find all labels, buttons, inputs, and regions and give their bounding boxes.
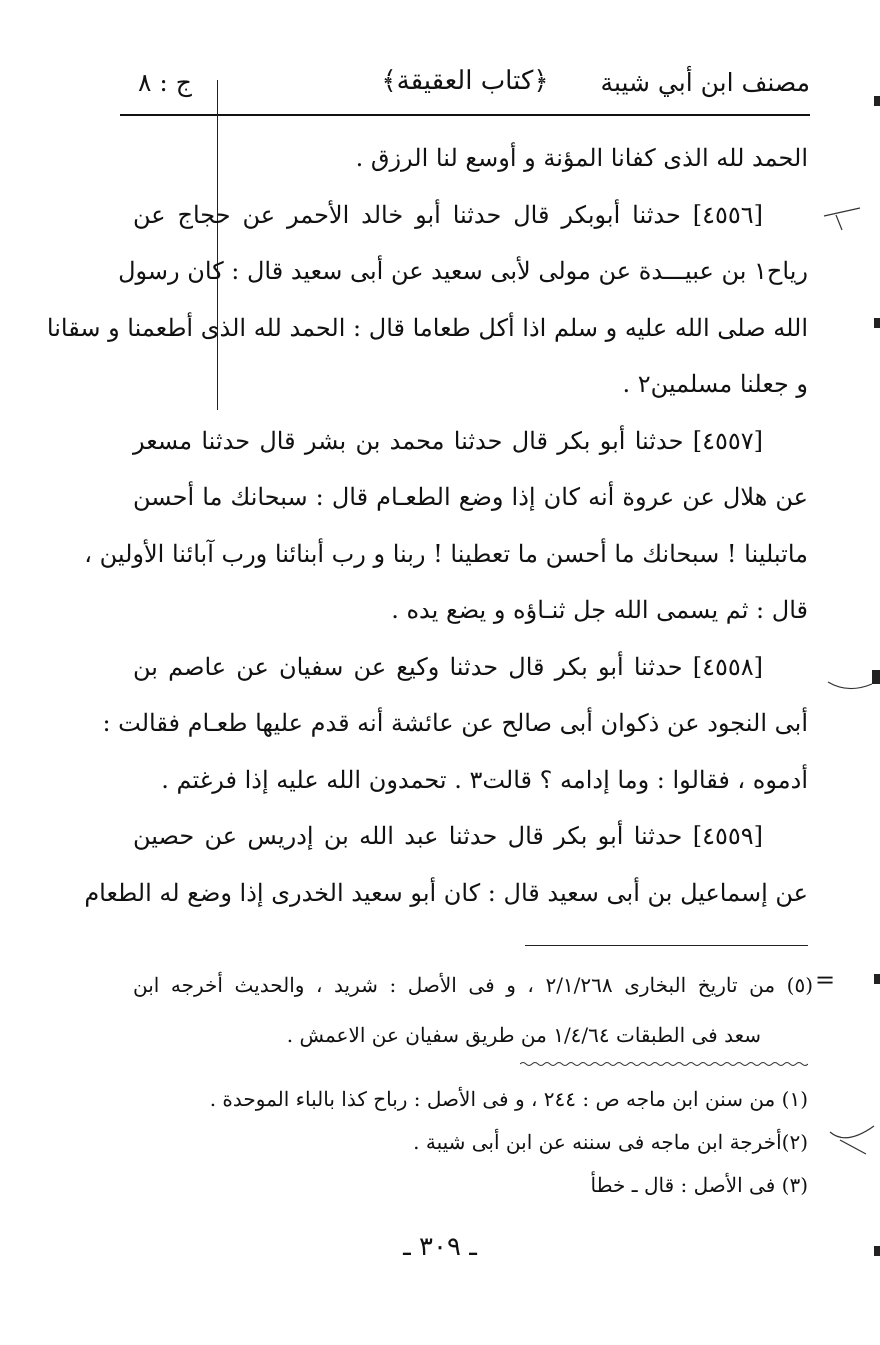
- text-line: ماتبلينا ! سبحانك ما أحسن ما تعطينا ! ربنا و رب أبنائنا ورب آبائنا الأولين ،: [84, 539, 808, 568]
- footnotes: [133, 1078, 808, 1207]
- volume-number: ج : ٨: [138, 68, 192, 97]
- scan-speck: [874, 974, 880, 984]
- text-line: [٤٥٥٨] حدثنا أبو بكر قال حدثنا وكيع عن سفيان عن عاصم بن: [133, 652, 763, 681]
- header-rule: [120, 114, 810, 116]
- footnote-line: سعد فى الطبقات ١/٤/٦٤ من طريق سفيان عن الاعمش .: [286, 1023, 761, 1047]
- scan-speck: [874, 318, 880, 328]
- text-line: أدموه ، فقالوا : وما إدامه ؟ قالت٣ . تحمدون الله عليه إذا فرغتم .: [161, 765, 808, 794]
- chapter-title: ﴿كتاب العقيقة﴾: [381, 66, 549, 96]
- text-line: [٤٥٥٩] حدثنا أبو بكر قال حدثنا عبد الله بن إدريس عن حصين: [133, 822, 763, 850]
- text-line: عن هلال عن عروة أنه كان إذا وضع الطعـام قال : سبحانك ما أحسن: [133, 483, 808, 511]
- page-number: ـ ٣٠٩ ـ: [403, 1232, 477, 1262]
- text-line: و جعلنا مسلمين٢ .: [622, 370, 808, 398]
- book-title: مصنف ابن أبي شيبة: [600, 68, 810, 97]
- footnote-line: (١) من سنن ابن ماجه ص : ٢٤٤ ، و فى الأصل : رباح كذا بالباء الموحدة .: [209, 1087, 808, 1111]
- scan-speck: [874, 1246, 880, 1256]
- text-line: رياح١ بن عبيـــدة عن مولى لأبى سعيد عن أبى سعيد قال : كان رسول: [118, 257, 808, 285]
- margin-scribble: [826, 668, 874, 696]
- text-line: الله صلى الله عليه و سلم اذا أكل طعاما قال : الحمد لله الذى أطعمنا و سقانا: [46, 313, 808, 342]
- text-line: قال : ثم يسمى الله جل ثنـاؤه و يضع يده .: [391, 596, 808, 624]
- footnote-line: (٥) من تاريخ البخارى ٢/١/٢٦٨ ، و فى الأصل : شريد ، والحديث أخرجه ابن: [133, 973, 814, 997]
- text-line: [٤٥٥٦] حدثنا أبوبكر قال حدثنا أبو خالد الأحمر عن حجاج عن: [133, 200, 763, 229]
- text-line: [٤٥٥٧] حدثنا أبو بكر قال حدثنا محمد بن بشر قال حدثنا مسعر: [133, 426, 763, 455]
- footnote-line: (٢)أخرجة ابن ماجه فى سننه عن ابن أبى شيبة .: [413, 1130, 808, 1154]
- footnote-separator: [525, 945, 808, 946]
- footnote-line: (٣) فى الأصل : قال ـ خطأ: [590, 1173, 808, 1197]
- scan-speck: [874, 96, 880, 106]
- margin-scribble: [822, 206, 862, 236]
- text-line: الحمد لله الذى كفانا المؤنة و أوسع لنا الرزق .: [355, 144, 808, 172]
- running-header: [120, 62, 810, 110]
- main-text: [46, 130, 808, 921]
- margin-scribble: [826, 1122, 878, 1156]
- continuation-marker: =: [815, 966, 836, 994]
- carried-footnote: [133, 960, 813, 1060]
- text-line: أبى النجود عن ذكوان أبى صالح عن عائشة أنه قدم عليها طعـام فقالت :: [102, 709, 808, 737]
- wavy-separator: [520, 1061, 808, 1067]
- text-line: عن إسماعيل بن أبى سعيد قال : كان أبو سعيد الخدرى إذا وضع له الطعام: [84, 878, 808, 907]
